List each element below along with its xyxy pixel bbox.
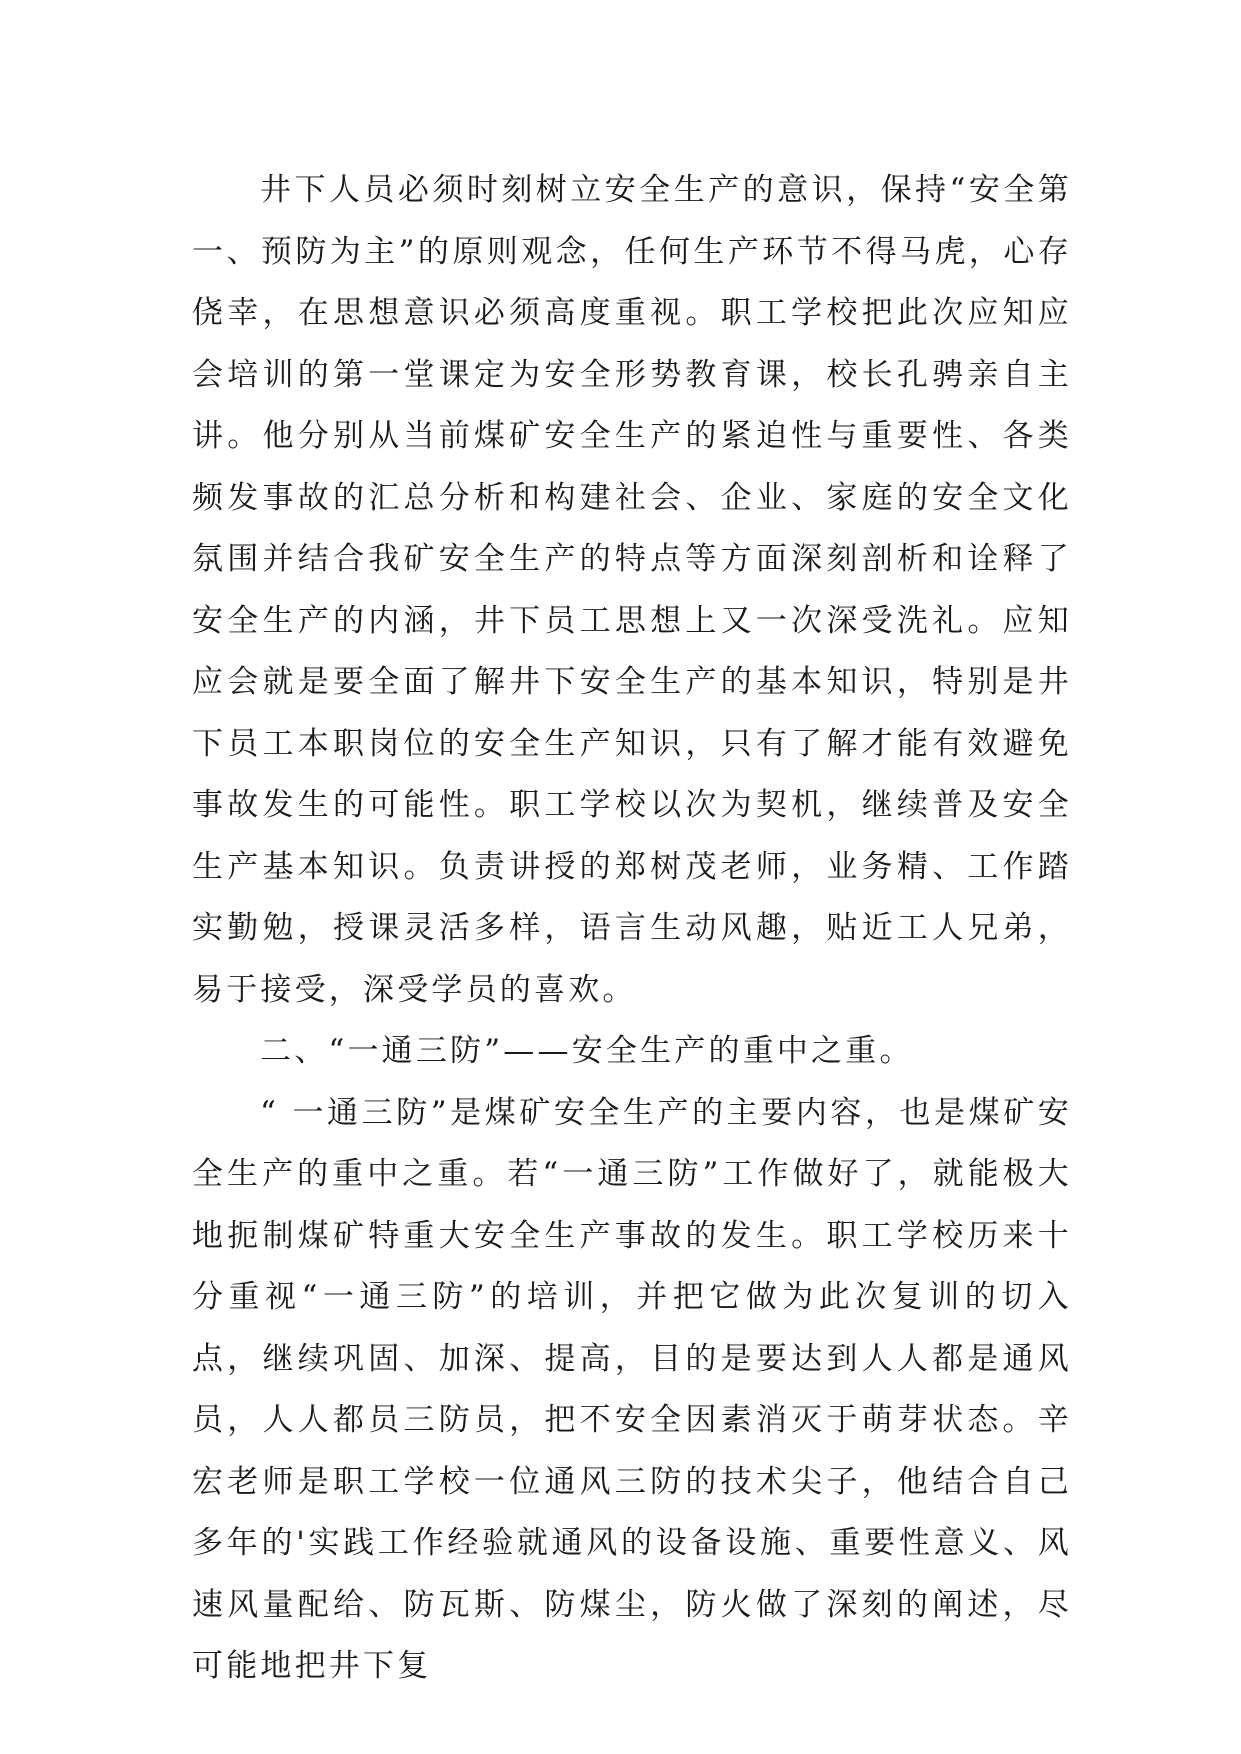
section-heading-ventilation: 二、“一通三防”——安全生产的重中之重。 <box>260 1033 914 1069</box>
paragraph-safety-awareness: 井下人员必须时刻树立安全生产的意识，保持“安全第一、预防为主”的原则观念，任何生产环节不得马虎，心存侥幸，在思想意识必须高度重视。职工学校把此次应知应会培训的第一堂课定为安全形势教育课，校长孔骋亲自主讲。他分别从当前煤矿安全生产的紧迫性与重要性、各类频发事故的汇总分析和构建社会、企业、家庭的安全文化氛围并结合我矿安全生产的特点等方面深刻剖析和诠释了安全生产的内涵，井下员工思想上又一次深受洗礼。应知应会就是要全面了解井下安全生产的基本知识，特别是井下员工本职岗位的安全生产知识，只有了解才能有效避免事故发生的可能性。职工学校以次为契机，继续普及安全生产基本知识。负责讲授的郑树茂老师，业务精、工作踏实勤勉，授课灵活多样，语言生动风趣，贴近工人兄弟，易于接受，深受学员的喜欢。 <box>192 172 1072 1008</box>
document-body <box>192 160 1072 1698</box>
paragraph-ventilation-training: “ 一通三防”是煤矿安全生产的主要内容，也是煤矿安全生产的重中之重。若“一通三防”工作做好了，就能极大地扼制煤矿特重大安全生产事故的发生。职工学校历来十分重视“一通三防”的培训，并把它做为此次复训的切入点，继续巩固、加深、提高，目的是要达到人人都是通风员，人人都员三防员，把不安全因素消灭于萌芽状态。辛宏老师是职工学校一位通风三防的技术尖子，他结合自己多年的'实践工作经验就通风的设备设施、重要性意义、风速风量配给、防瓦斯、防煤尘，防火做了深刻的阐述，尽可能地把井下复 <box>192 1094 1072 1684</box>
